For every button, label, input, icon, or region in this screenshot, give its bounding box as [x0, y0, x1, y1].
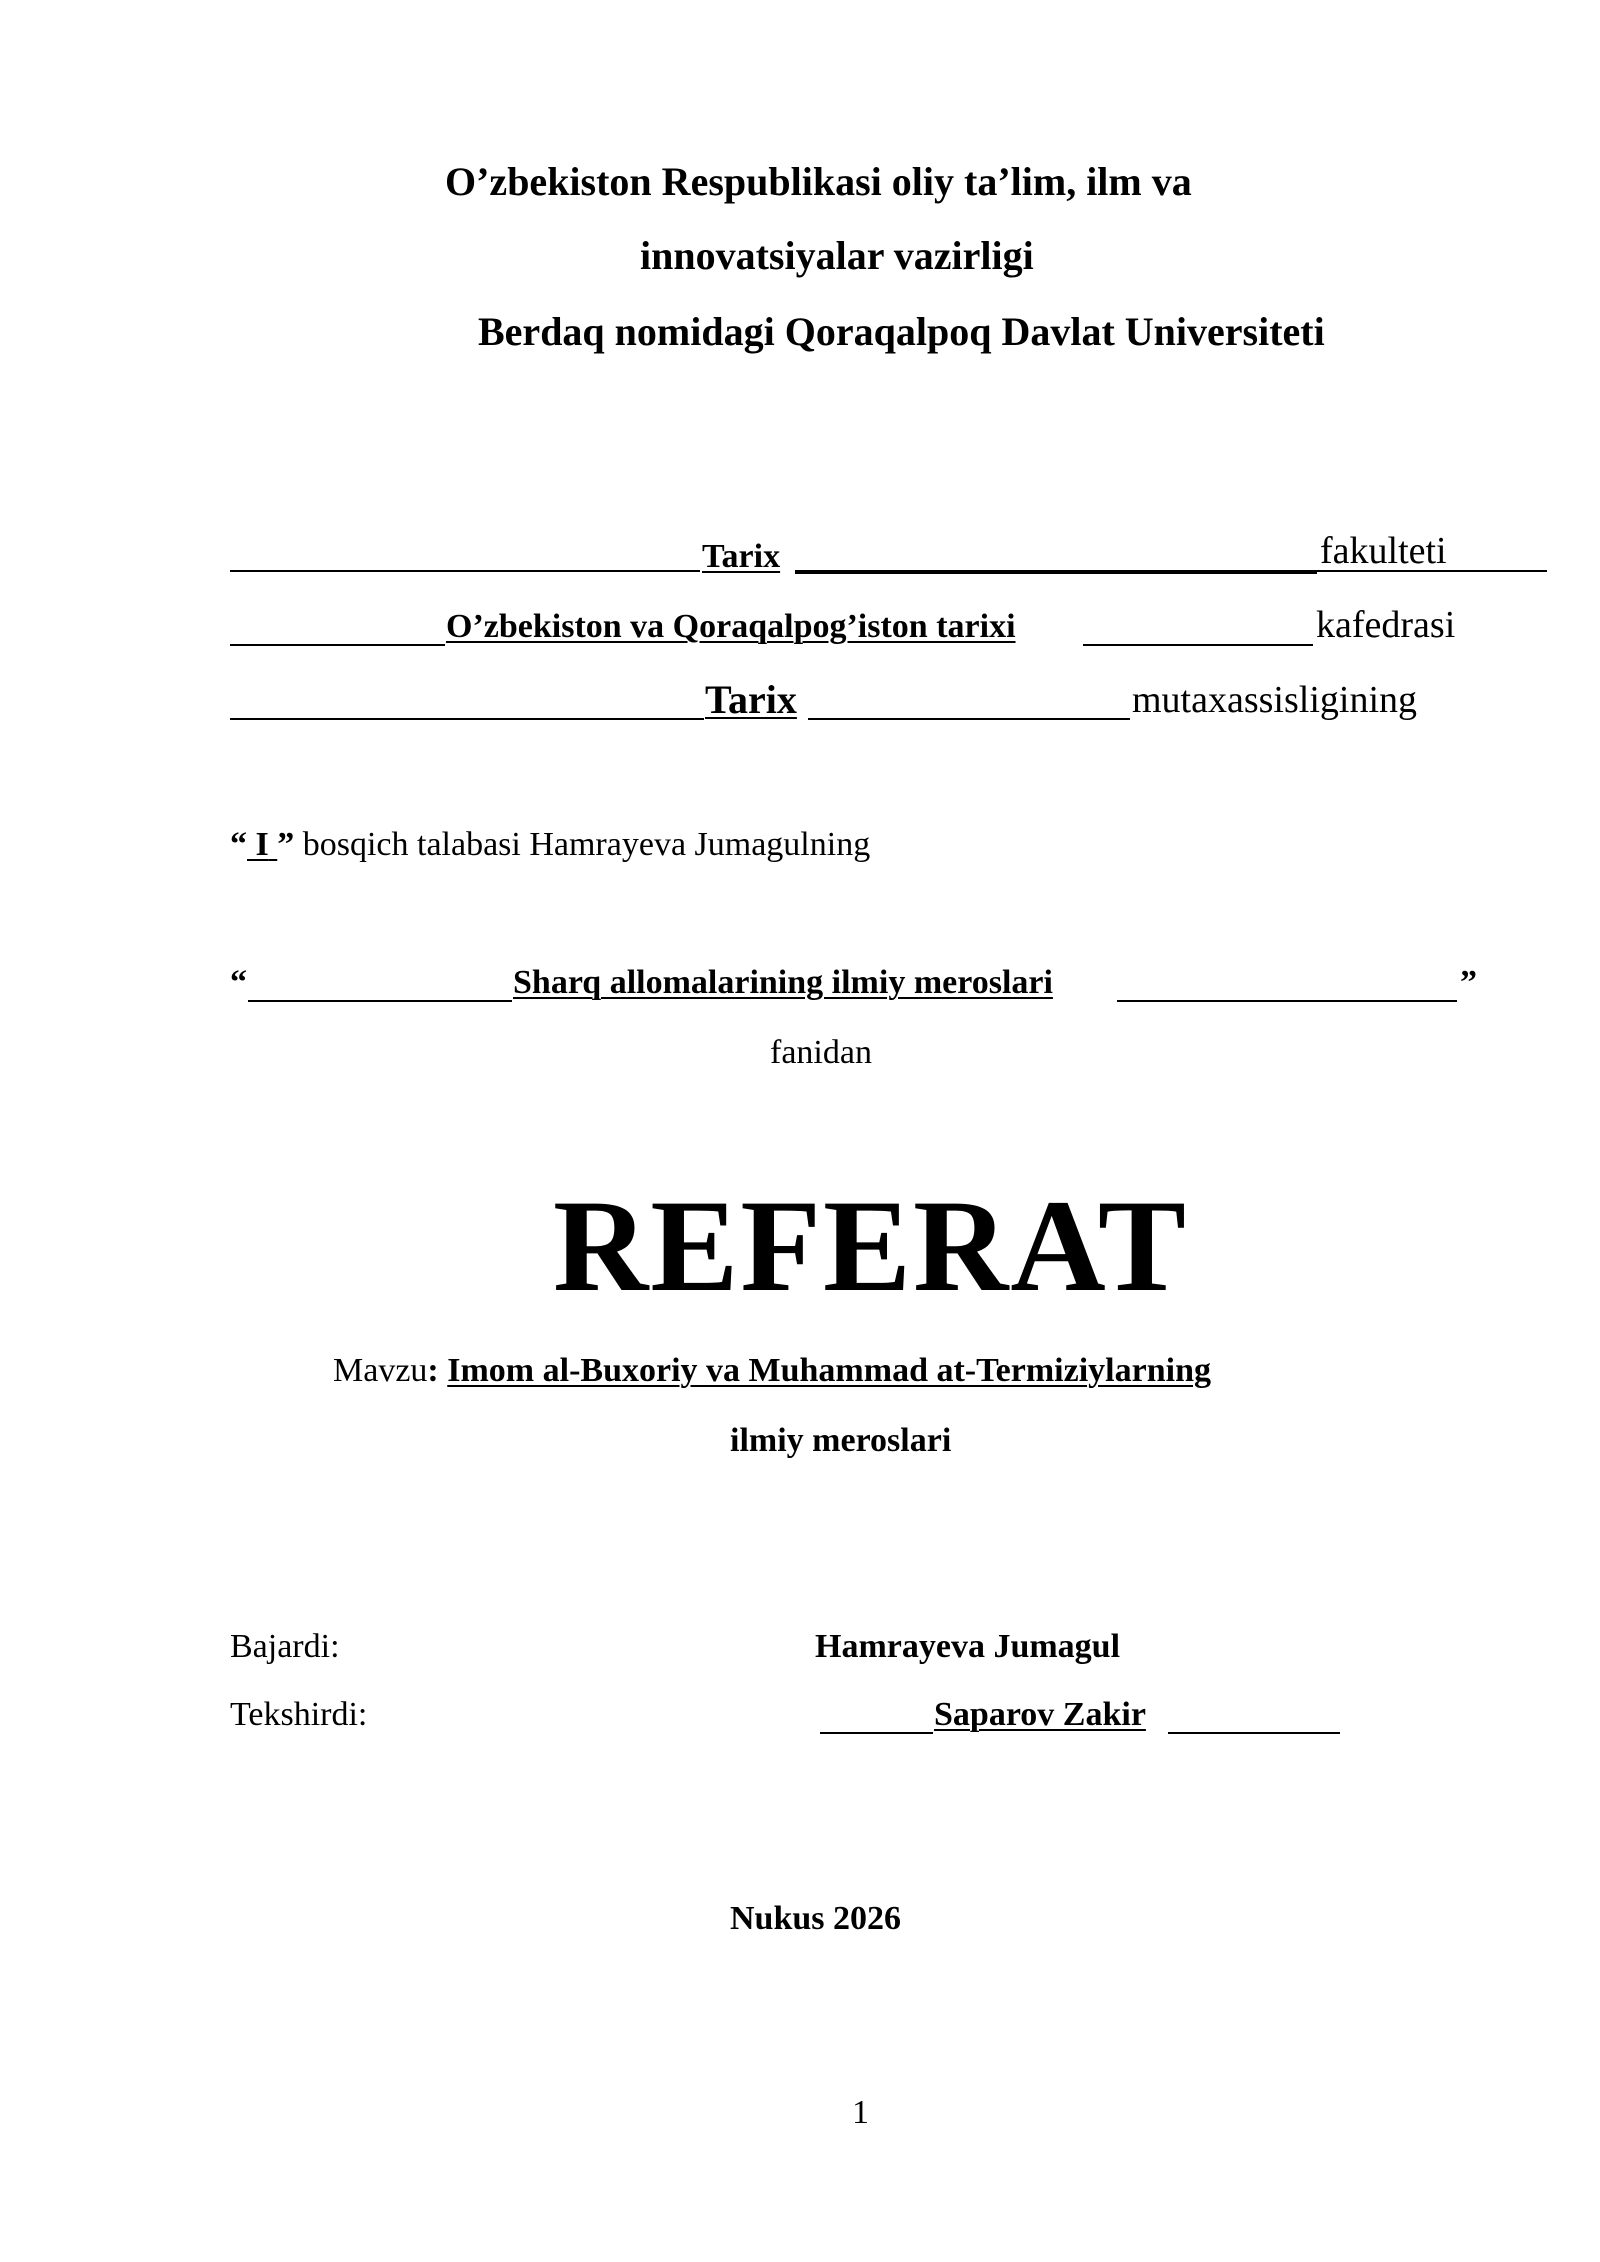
university-name: Berdaq nomidagi Qoraqalpoq Davlat Universiteti: [478, 309, 1325, 354]
done-name: Hamrayeva Jumagul: [815, 1628, 1121, 1665]
subject-rule-left: [248, 1000, 512, 1002]
department-value: O’zbekiston va Qoraqalpog’iston tarixi: [446, 608, 1016, 645]
page-number: 1: [852, 2094, 869, 2131]
stage-open-quote: “: [230, 826, 247, 863]
checked-rule-left: [820, 1732, 933, 1734]
specialty-rule-right: [808, 718, 1130, 720]
document-title: REFERAT: [553, 1172, 1188, 1319]
topic-label: Mavzu: [333, 1352, 428, 1389]
student-line: [230, 828, 870, 862]
faculty-line-end-rule: [795, 572, 1317, 574]
specialty-rule-left: [230, 718, 704, 720]
done-label: Bajardi:: [230, 1628, 340, 1665]
subject-close-quote: ”: [1460, 964, 1477, 1001]
specialty-value: Tarix: [705, 677, 797, 722]
topic-line-1: [333, 1354, 1211, 1388]
faculty-suffix: fakulteti: [1320, 530, 1447, 572]
department-rule-right: [1083, 644, 1313, 646]
department-suffix: kafedrasi: [1316, 604, 1456, 646]
checked-rule-right: [1168, 1732, 1340, 1734]
subject-suffix: fanidan: [770, 1034, 872, 1071]
faculty-value: Tarix: [702, 538, 781, 575]
student-text: bosqich talabasi Hamrayeva Jumagulning: [302, 826, 871, 863]
specialty-suffix: mutaxassisligining: [1132, 679, 1417, 721]
topic-colon: :: [427, 1352, 439, 1389]
checked-name: Saparov Zakir: [934, 1696, 1146, 1733]
subject-rule-right: [1117, 1000, 1457, 1002]
ministry-line-1: O’zbekiston Respublikasi oliy ta’lim, ilm va: [445, 159, 1192, 204]
department-rule-left: [230, 644, 445, 646]
subject-open-quote: “: [230, 964, 247, 1001]
stage-value: I: [255, 826, 269, 863]
place-year: Nukus 2026: [730, 1900, 902, 1937]
subject-name: Sharq allomalarining ilmiy meroslari: [513, 964, 1053, 1001]
topic-text-line-1: Imom al-Buxoriy va Muhammad at-Termiziylarning: [447, 1352, 1211, 1389]
stage-close-quote: ”: [277, 826, 295, 863]
topic-text-line-2: ilmiy meroslari: [730, 1422, 952, 1459]
ministry-line-2: innovatsiyalar vazirligi: [640, 233, 1034, 278]
checked-label: Tekshirdi:: [230, 1696, 368, 1733]
faculty-line: [230, 530, 1470, 574]
